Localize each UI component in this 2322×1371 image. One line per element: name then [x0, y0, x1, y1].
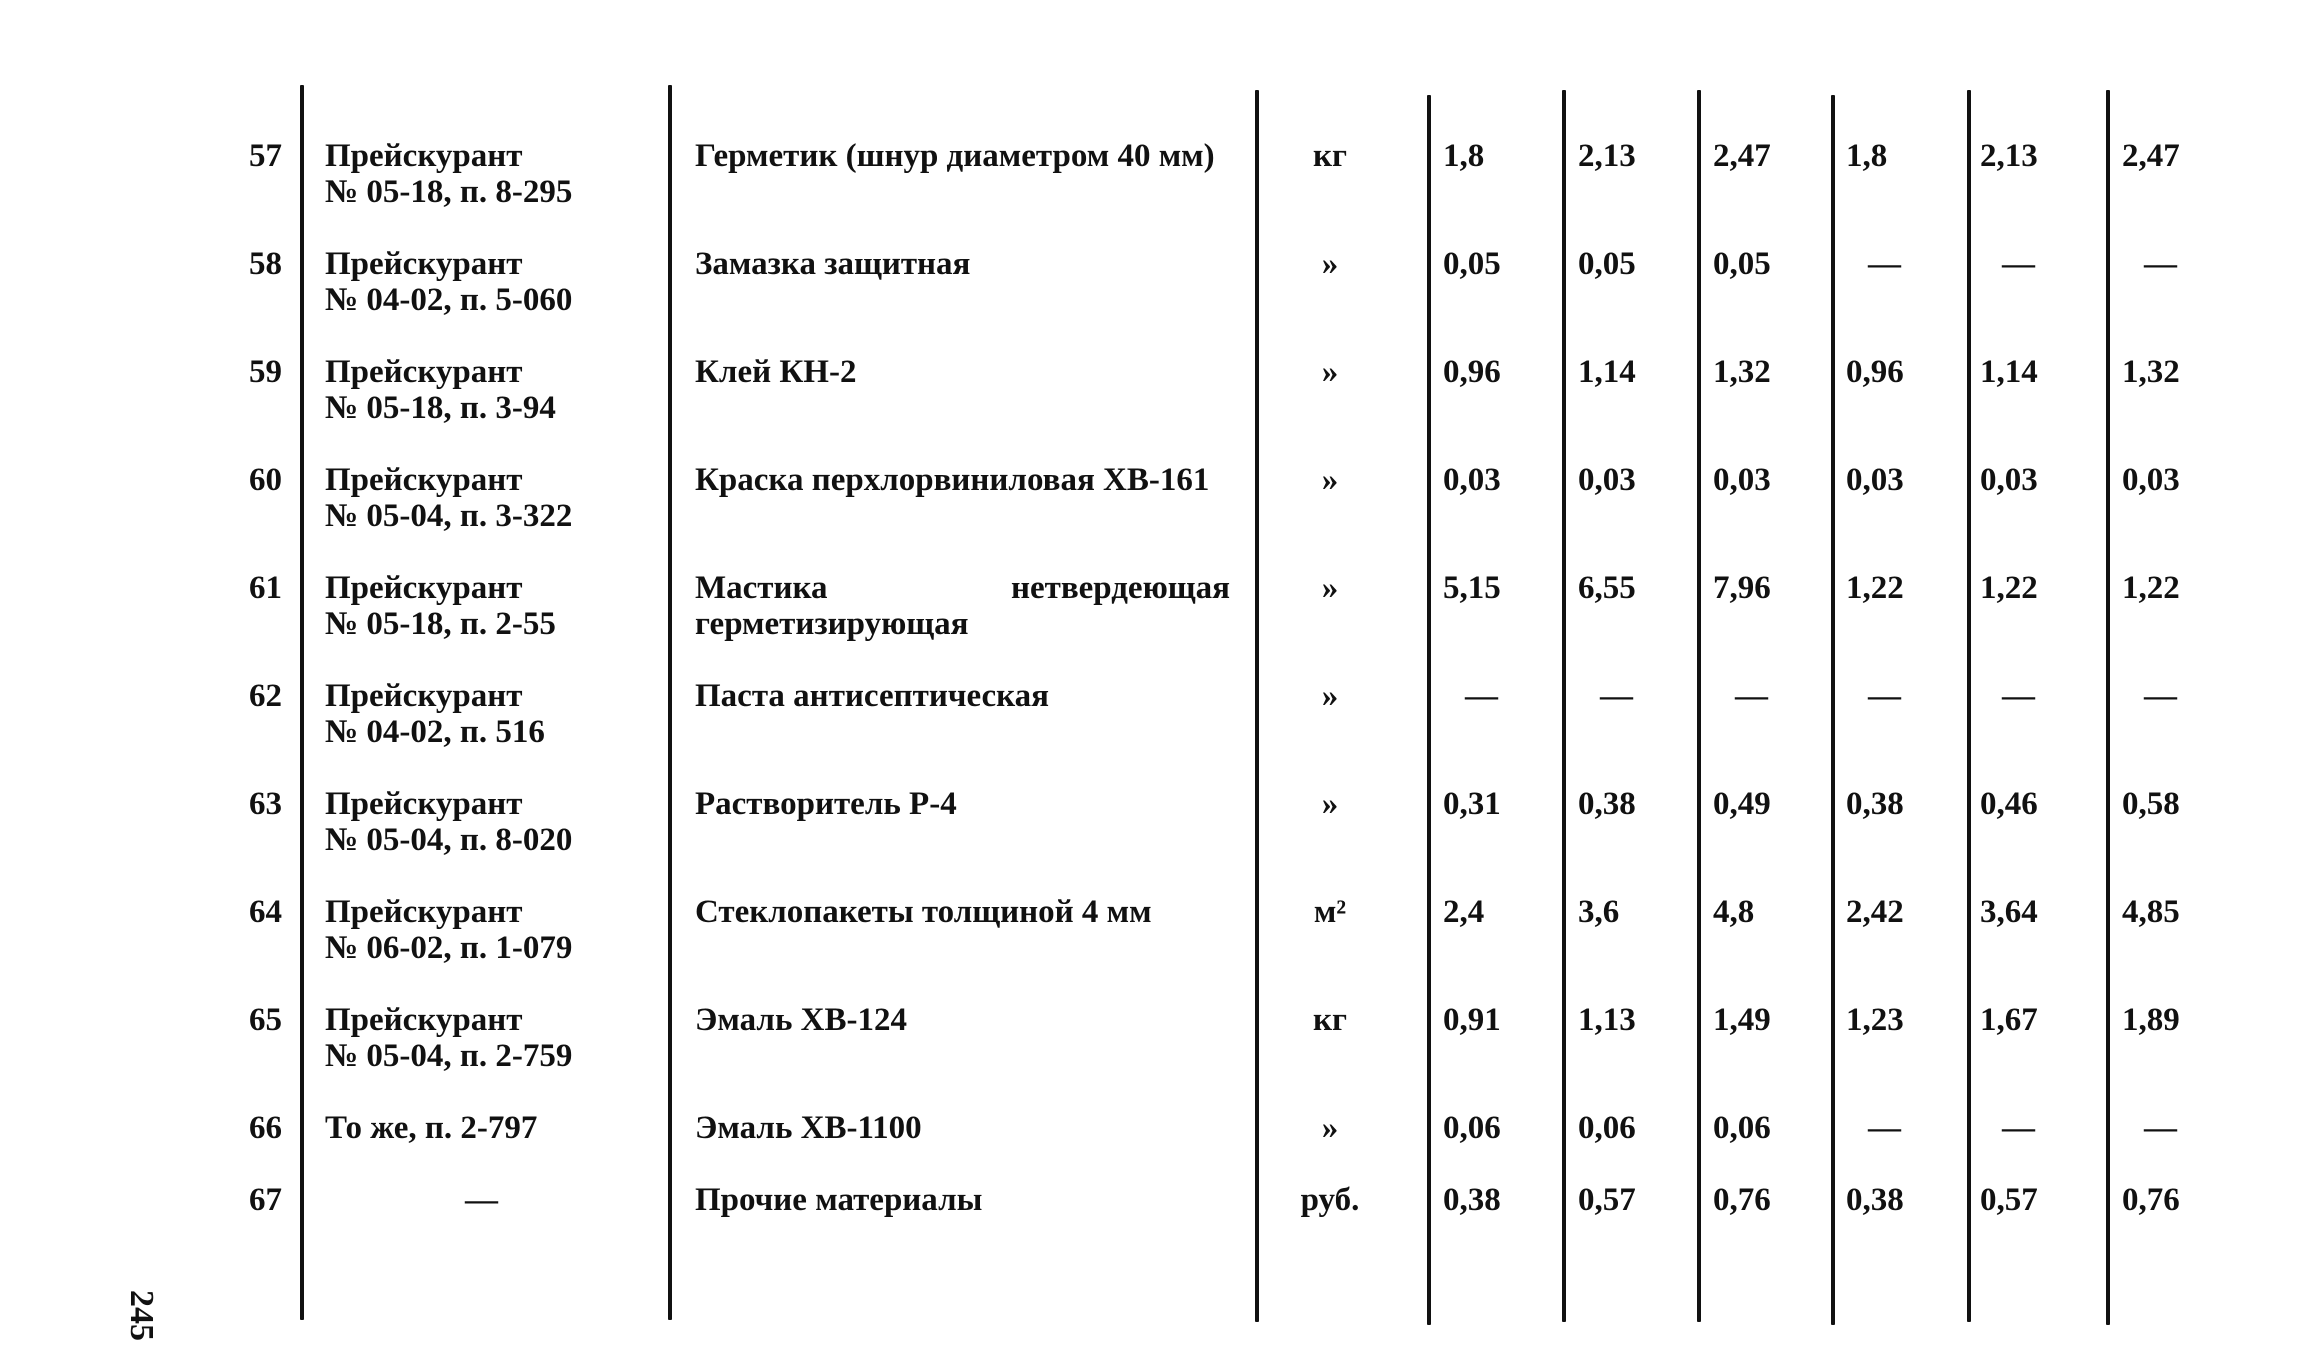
price-list-reference-line: Прейскурант — [325, 786, 523, 822]
price-list-reference — [325, 678, 655, 750]
consumption-value-col-5: 0,46 — [1980, 786, 2038, 822]
table-row — [0, 570, 2322, 670]
material-name: Эмаль ХВ-1100 — [695, 1110, 922, 1146]
material-name: Паста антисептическая — [695, 678, 1050, 714]
consumption-value-col-1: 0,91 — [1443, 1002, 1501, 1038]
consumption-value-col-3: 0,49 — [1713, 786, 1771, 822]
row-number: 60 — [249, 462, 282, 498]
consumption-value-col-1: — — [1465, 678, 1498, 714]
table-row — [0, 462, 2322, 562]
consumption-value-col-4: 0,38 — [1846, 786, 1904, 822]
material-name: Герметик (шнур диаметром 40 мм) — [695, 138, 1215, 174]
price-list-reference — [325, 894, 655, 966]
row-number: 58 — [249, 246, 282, 282]
unit-of-measure: » — [1321, 786, 1339, 822]
table-row — [0, 1182, 2322, 1282]
row-number: 64 — [249, 894, 282, 930]
table-row — [0, 354, 2322, 454]
table-row — [0, 138, 2322, 238]
unit-of-measure: » — [1321, 1110, 1339, 1146]
consumption-value-col-4: — — [1868, 1110, 1901, 1146]
table-row — [0, 678, 2322, 778]
price-list-reference-line: № 05-18, п. 2-55 — [325, 606, 556, 642]
price-list-reference — [325, 138, 655, 210]
price-list-reference-line: № 05-04, п. 2-759 — [325, 1038, 573, 1074]
material-name: Эмаль ХВ-124 — [695, 1002, 907, 1038]
material-name: Замазка защитная — [695, 246, 971, 282]
consumption-value-col-5: 0,03 — [1980, 462, 2038, 498]
consumption-value-col-1: 0,03 — [1443, 462, 1501, 498]
consumption-value-col-2: 0,57 — [1578, 1182, 1636, 1218]
price-list-reference-line: № 05-04, п. 8-020 — [325, 822, 573, 858]
consumption-value-col-4: 0,96 — [1846, 354, 1904, 390]
material-name: Краска перхлорвиниловая ХВ-161 — [695, 462, 1210, 498]
consumption-value-col-3: 0,03 — [1713, 462, 1771, 498]
consumption-value-col-6: 0,76 — [2122, 1182, 2180, 1218]
price-list-reference-line: Прейскурант — [325, 462, 523, 498]
unit-of-measure: » — [1321, 678, 1339, 714]
table-row — [0, 786, 2322, 886]
material-name: Клей КН-2 — [695, 354, 857, 390]
material-name: Прочие материалы — [695, 1182, 983, 1218]
consumption-value-col-2: 3,6 — [1578, 894, 1620, 930]
unit-of-measure: м² — [1313, 894, 1347, 930]
consumption-value-col-6: 0,03 — [2122, 462, 2180, 498]
consumption-value-col-5: 3,64 — [1980, 894, 2038, 930]
price-list-reference-line: Прейскурант — [325, 354, 523, 390]
price-list-reference-line: Прейскурант — [325, 678, 523, 714]
price-list-reference — [325, 1002, 655, 1074]
consumption-value-col-5: — — [2002, 678, 2035, 714]
consumption-value-col-2: — — [1600, 678, 1633, 714]
consumption-value-col-4: — — [1868, 246, 1901, 282]
material-name: Мастика нетвердеющая герметизирующая — [695, 570, 1230, 642]
page-number: 245 — [123, 1290, 160, 1341]
consumption-value-col-3: 0,05 — [1713, 246, 1771, 282]
consumption-value-col-1: 0,96 — [1443, 354, 1501, 390]
price-list-reference — [325, 1110, 655, 1146]
consumption-value-col-1: 5,15 — [1443, 570, 1501, 606]
consumption-value-col-3: 4,8 — [1713, 894, 1755, 930]
consumption-value-col-5: 2,13 — [1980, 138, 2038, 174]
consumption-value-col-4: 2,42 — [1846, 894, 1904, 930]
price-list-reference-line: № 05-18, п. 3-94 — [325, 390, 556, 426]
consumption-value-col-5: — — [2002, 246, 2035, 282]
price-list-reference-line: № 05-18, п. 8-295 — [325, 174, 573, 210]
consumption-value-col-1: 0,06 — [1443, 1110, 1501, 1146]
consumption-value-col-2: 0,03 — [1578, 462, 1636, 498]
price-list-reference-line: То же, п. 2-797 — [325, 1110, 538, 1146]
consumption-value-col-1: 1,8 — [1443, 138, 1485, 174]
price-list-reference — [325, 354, 655, 426]
consumption-value-col-2: 0,06 — [1578, 1110, 1636, 1146]
consumption-value-col-6: — — [2144, 246, 2177, 282]
table-row — [0, 246, 2322, 346]
price-list-reference-line: № 06-02, п. 1-079 — [325, 930, 573, 966]
price-list-reference-line: — — [465, 1182, 498, 1218]
consumption-value-col-2: 0,05 — [1578, 246, 1636, 282]
consumption-value-col-6: 1,22 — [2122, 570, 2180, 606]
unit-of-measure: кг — [1313, 138, 1347, 174]
price-list-reference-line: № 05-04, п. 3-322 — [325, 498, 573, 534]
material-name: Растворитель Р-4 — [695, 786, 957, 822]
consumption-value-col-5: 1,67 — [1980, 1002, 2038, 1038]
price-list-reference-line: № 04-02, п. 5-060 — [325, 282, 573, 318]
consumption-value-col-6: 0,58 — [2122, 786, 2180, 822]
consumption-value-col-4: 1,8 — [1846, 138, 1888, 174]
consumption-value-col-2: 1,14 — [1578, 354, 1636, 390]
price-list-reference-line: Прейскурант — [325, 894, 523, 930]
consumption-value-col-4: 1,23 — [1846, 1002, 1904, 1038]
consumption-value-col-3: 0,76 — [1713, 1182, 1771, 1218]
price-list-reference-line: Прейскурант — [325, 570, 523, 606]
consumption-value-col-5: — — [2002, 1110, 2035, 1146]
table-row — [0, 894, 2322, 994]
consumption-value-col-4: 0,38 — [1846, 1182, 1904, 1218]
consumption-value-col-1: 0,38 — [1443, 1182, 1501, 1218]
unit-of-measure: » — [1321, 462, 1339, 498]
row-number: 67 — [249, 1182, 282, 1218]
consumption-value-col-5: 1,14 — [1980, 354, 2038, 390]
unit-of-measure: » — [1321, 570, 1339, 606]
price-list-reference-line: № 04-02, п. 516 — [325, 714, 545, 750]
row-number: 65 — [249, 1002, 282, 1038]
row-number: 66 — [249, 1110, 282, 1146]
consumption-value-col-3: 7,96 — [1713, 570, 1771, 606]
consumption-value-col-6: — — [2144, 1110, 2177, 1146]
consumption-value-col-6: — — [2144, 678, 2177, 714]
price-list-reference — [325, 246, 655, 318]
unit-of-measure: » — [1321, 354, 1339, 390]
consumption-value-col-6: 1,32 — [2122, 354, 2180, 390]
consumption-value-col-2: 2,13 — [1578, 138, 1636, 174]
consumption-value-col-6: 1,89 — [2122, 1002, 2180, 1038]
row-number: 57 — [249, 138, 282, 174]
row-number: 59 — [249, 354, 282, 390]
row-number: 61 — [249, 570, 282, 606]
consumption-value-col-2: 1,13 — [1578, 1002, 1636, 1038]
price-list-reference — [325, 786, 655, 858]
consumption-value-col-3: 1,32 — [1713, 354, 1771, 390]
consumption-value-col-4: — — [1868, 678, 1901, 714]
consumption-value-col-3: — — [1735, 678, 1768, 714]
unit-of-measure: » — [1321, 246, 1339, 282]
consumption-value-col-6: 2,47 — [2122, 138, 2180, 174]
price-list-reference — [325, 462, 655, 534]
consumption-value-col-4: 0,03 — [1846, 462, 1904, 498]
consumption-value-col-3: 2,47 — [1713, 138, 1771, 174]
consumption-value-col-3: 0,06 — [1713, 1110, 1771, 1146]
table-row — [0, 1002, 2322, 1102]
unit-of-measure: кг — [1313, 1002, 1347, 1038]
consumption-value-col-1: 0,05 — [1443, 246, 1501, 282]
price-list-reference — [325, 1182, 655, 1218]
consumption-value-col-1: 0,31 — [1443, 786, 1501, 822]
row-number: 62 — [249, 678, 282, 714]
consumption-value-col-5: 1,22 — [1980, 570, 2038, 606]
unit-of-measure: руб. — [1300, 1182, 1360, 1218]
consumption-value-col-5: 0,57 — [1980, 1182, 2038, 1218]
material-name: Стеклопакеты толщиной 4 мм — [695, 894, 1152, 930]
price-list-reference-line: Прейскурант — [325, 246, 523, 282]
consumption-value-col-6: 4,85 — [2122, 894, 2180, 930]
row-number: 63 — [249, 786, 282, 822]
consumption-value-col-1: 2,4 — [1443, 894, 1485, 930]
price-list-reference-line: Прейскурант — [325, 1002, 523, 1038]
consumption-value-col-3: 1,49 — [1713, 1002, 1771, 1038]
consumption-value-col-2: 6,55 — [1578, 570, 1636, 606]
consumption-value-col-4: 1,22 — [1846, 570, 1904, 606]
consumption-value-col-2: 0,38 — [1578, 786, 1636, 822]
price-list-reference — [325, 570, 655, 642]
price-list-reference-line: Прейскурант — [325, 138, 523, 174]
